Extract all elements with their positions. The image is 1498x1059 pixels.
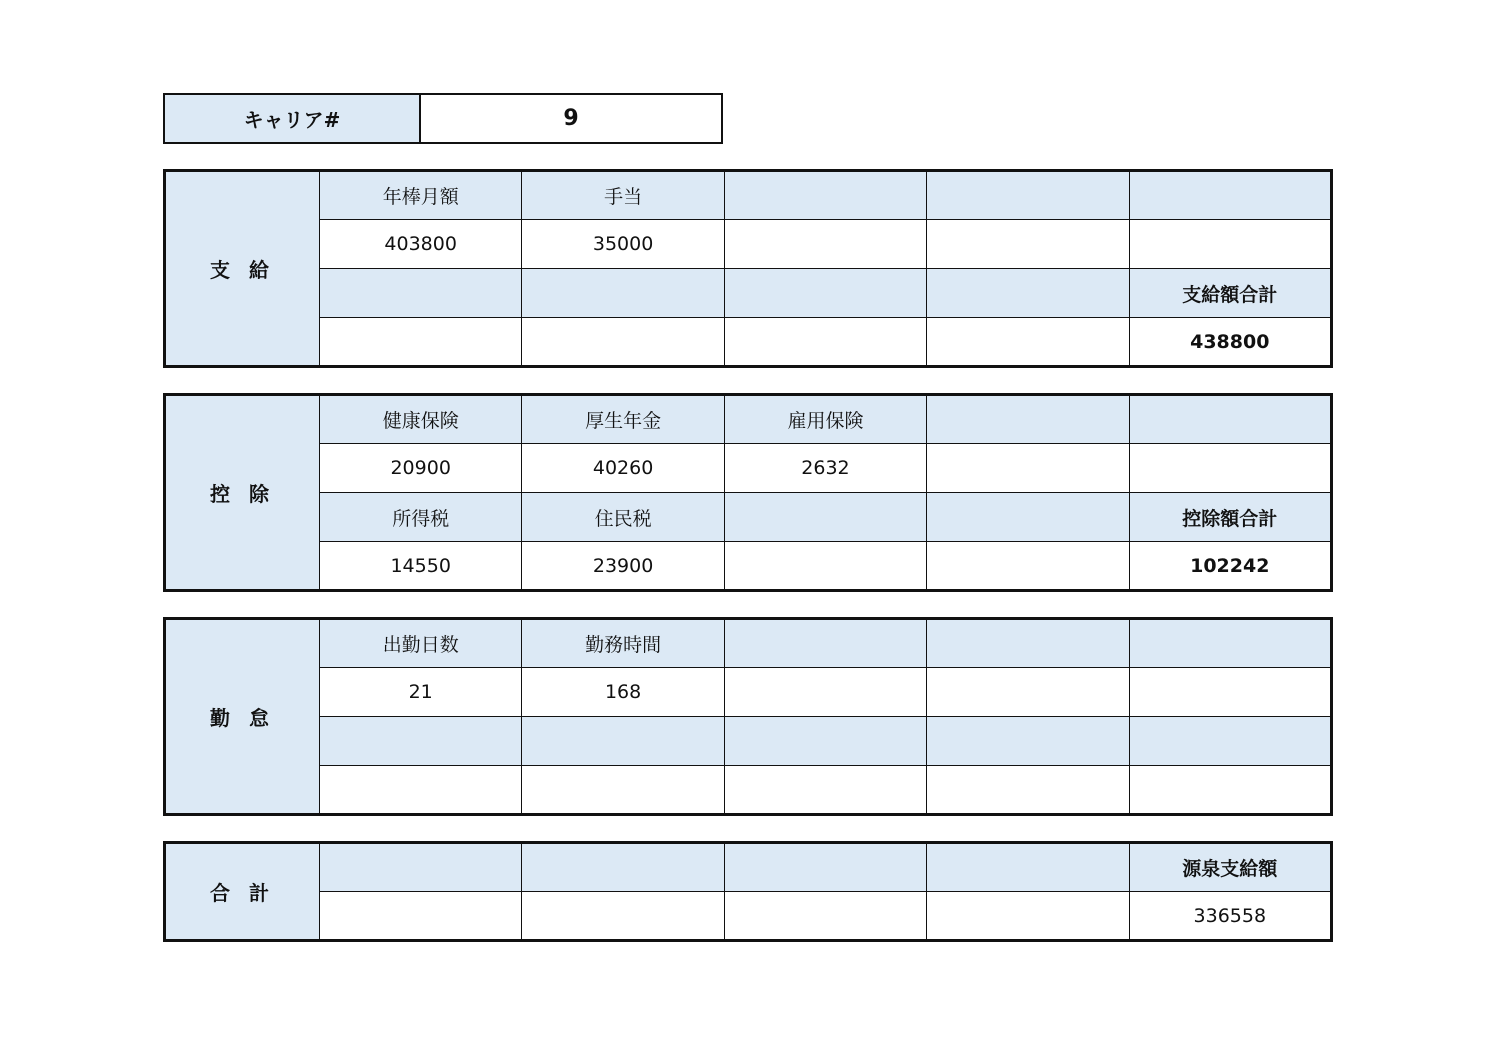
attendance-header-cell <box>724 717 926 766</box>
deduction-table <box>163 393 1333 592</box>
payment-header-cell <box>522 269 724 318</box>
deduction-header-cell <box>724 493 926 542</box>
deduction-value-cell: 2632 <box>724 444 926 493</box>
attendance-header-cell: 出勤日数 <box>320 619 522 668</box>
payment-total-value: 438800 <box>1129 318 1331 367</box>
attendance-value-cell <box>927 766 1129 815</box>
attendance-value-cell <box>724 668 926 717</box>
attendance-value-cell <box>522 766 724 815</box>
attendance-value-cell: 21 <box>320 668 522 717</box>
attendance-header-cell <box>320 717 522 766</box>
attendance-value-cell <box>1129 766 1331 815</box>
net-pay-label: 源泉支給額 <box>1129 843 1331 892</box>
payment-value-cell: 35000 <box>522 220 724 269</box>
deduction-value-cell <box>1129 444 1331 493</box>
total-value-cell <box>724 892 926 941</box>
payment-header-cell <box>927 269 1129 318</box>
deduction-header-cell <box>927 395 1129 444</box>
deduction-value-cell: 40260 <box>522 444 724 493</box>
total-section-label: 合 計 <box>165 843 320 941</box>
payment-value-cell <box>1129 220 1331 269</box>
total-value-cell <box>522 892 724 941</box>
payment-value-cell <box>927 318 1129 367</box>
attendance-header-cell <box>522 717 724 766</box>
payment-value-cell: 403800 <box>320 220 522 269</box>
attendance-header-cell <box>1129 619 1331 668</box>
attendance-value-cell <box>320 766 522 815</box>
deduction-value-cell <box>927 542 1129 591</box>
total-header-cell <box>320 843 522 892</box>
attendance-section-label: 勤 怠 <box>165 619 320 815</box>
attendance-value-cell <box>1129 668 1331 717</box>
deduction-total-label: 控除額合計 <box>1129 493 1331 542</box>
total-value-cell <box>927 892 1129 941</box>
career-label: キャリア# <box>165 95 421 142</box>
payment-value-cell <box>927 220 1129 269</box>
attendance-header-cell <box>1129 717 1331 766</box>
attendance-value-cell <box>927 668 1129 717</box>
payment-header-cell <box>724 171 926 220</box>
attendance-value-cell: 168 <box>522 668 724 717</box>
attendance-table <box>163 617 1333 816</box>
deduction-header-cell: 住民税 <box>522 493 724 542</box>
payment-header-cell <box>724 269 926 318</box>
total-header-cell <box>724 843 926 892</box>
payment-value-cell <box>320 318 522 367</box>
payment-header-cell <box>927 171 1129 220</box>
deduction-value-cell: 14550 <box>320 542 522 591</box>
career-value: 9 <box>563 106 579 131</box>
net-pay-value: 336558 <box>1129 892 1331 941</box>
deduction-value-cell: 23900 <box>522 542 724 591</box>
total-value-cell <box>320 892 522 941</box>
deduction-header-cell: 厚生年金 <box>522 395 724 444</box>
payment-header-cell: 年棒月額 <box>320 171 522 220</box>
total-table <box>163 841 1333 942</box>
payment-value-cell <box>724 220 926 269</box>
payment-value-cell <box>724 318 926 367</box>
payment-section-label: 支 給 <box>165 171 320 367</box>
payment-table <box>163 169 1333 368</box>
attendance-header-cell <box>927 619 1129 668</box>
payment-header-cell: 手当 <box>522 171 724 220</box>
deduction-header-cell: 所得税 <box>320 493 522 542</box>
total-header-cell <box>522 843 724 892</box>
attendance-header-cell <box>927 717 1129 766</box>
deduction-header-cell: 健康保険 <box>320 395 522 444</box>
deduction-value-cell <box>927 444 1129 493</box>
attendance-value-cell <box>724 766 926 815</box>
total-header-cell <box>927 843 1129 892</box>
deduction-total-value: 102242 <box>1129 542 1331 591</box>
deduction-header-cell <box>1129 395 1331 444</box>
payment-total-label: 支給額合計 <box>1129 269 1331 318</box>
deduction-value-cell <box>724 542 926 591</box>
attendance-header-cell: 勤務時間 <box>522 619 724 668</box>
deduction-value-cell: 20900 <box>320 444 522 493</box>
deduction-section-label: 控 除 <box>165 395 320 591</box>
payment-value-cell <box>522 318 724 367</box>
payment-header-cell <box>320 269 522 318</box>
payment-header-cell <box>1129 171 1331 220</box>
deduction-header-cell: 雇用保険 <box>724 395 926 444</box>
attendance-header-cell <box>724 619 926 668</box>
career-number-box <box>163 93 723 144</box>
deduction-header-cell <box>927 493 1129 542</box>
